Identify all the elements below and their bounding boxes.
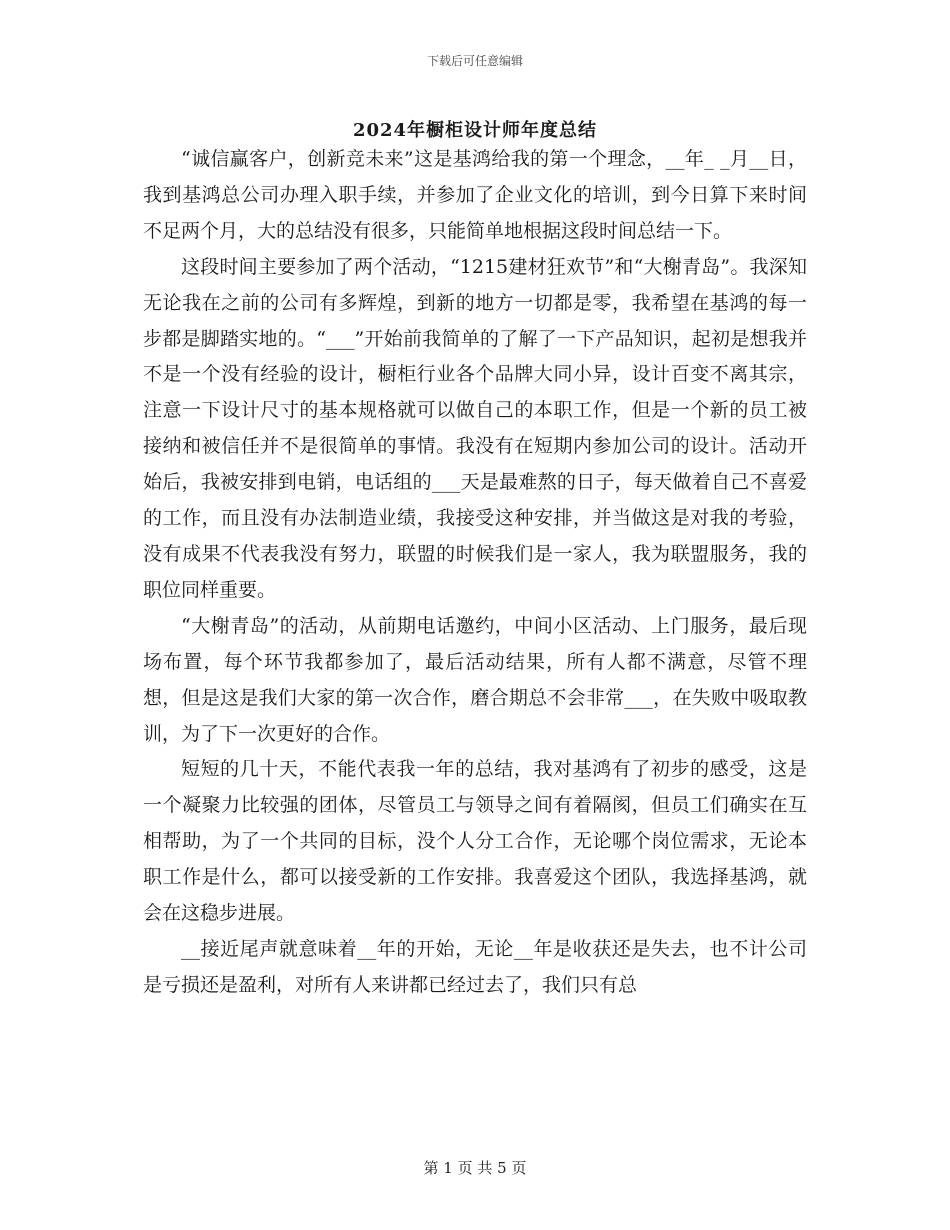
document-body <box>143 142 807 1004</box>
paragraph-3: “大榭青岛”的活动，从前期电话邀约，中间小区活动、上门服务，最后现场布置，每个环节我都参加了，最后活动结果，所有人都不满意，尽管不理想，但是这是我们大家的第一次合作，磨合期总不会非常___，在失败中吸取教训，为了下一次更好的合作。 <box>143 614 807 745</box>
paragraph-2: 这段时间主要参加了两个活动，“1215建材狂欢节”和“大榭青岛”。我深知无论我在之前的公司有多辉煌，到新的地方一切都是零，我希望在基鸿的每一步都是脚踏实地的。“___”开始前我简单的了解了一下产品知识，起初是想我并不是一个没有经验的设计，橱柜行业各个品牌大同小异，设计百变不离其宗，注意一下设计尺寸的基本规格就可以做自己的本职工作，但是一个新的员工被接纳和被信任并不是很简单的事情。我没有在短期内参加公司的设计。活动开始后，我被安排到电销，电话组的___天是最难熬的日子，每天做着自己不喜爱的工作，而且没有办法制造业绩，我接受这种安排，并当做这是对我的考验，没有成果不代表我没有努力，联盟的时候我们是一家人，我为联盟服务，我的职位同样重要。 <box>143 255 807 601</box>
paragraph-4: 短短的几十天，不能代表我一年的总结，我对基鸿有了初步的感受，这是一个凝聚力比较强的团体，尽管员工与领导之间有着隔阂，但员工们确实在互相帮助，为了一个共同的目标，没个人分工合作，无论哪个岗位需求，无论本职工作是什么，都可以接受新的工作安排。我喜爱这个团队，我选择基鸿，就会在这稳步进展。 <box>143 758 807 925</box>
page-header-note: 下载后可任意编辑 <box>426 54 523 68</box>
document-title: 2024年橱柜设计师年度总结 <box>352 120 598 141</box>
paragraph-1: “诚信赢客户，创新竞未来”这是基鸿给我的第一个理念，__年_ _月__日，我到基鸿总公司办理入职手续，并参加了企业文化的培训，到今日算下来时间不足两个月，大的总结没有很多，只能简单地根据这段时间总结一下。 <box>143 148 807 242</box>
page-number: 第 1 页 共 5 页 <box>423 1159 527 1177</box>
paragraph-5: __接近尾声就意味着__年的开始，无论__年是收获还是失去，也不计公司是亏损还是盈利，对所有人来讲都已经过去了，我们只有总 <box>143 937 807 996</box>
